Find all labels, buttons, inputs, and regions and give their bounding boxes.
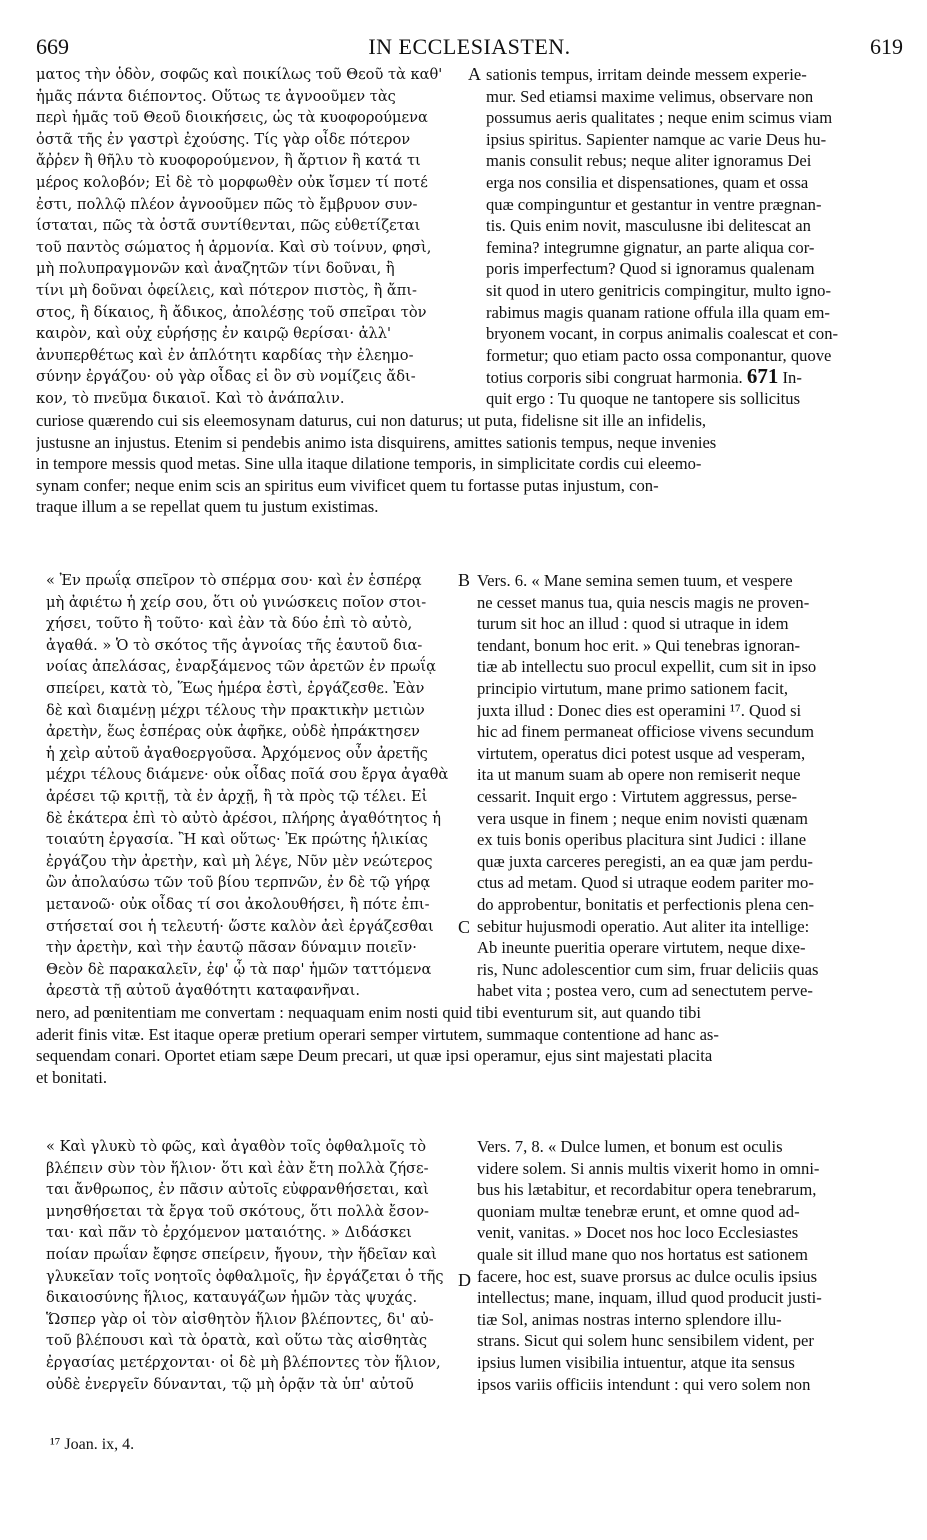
running-header (36, 34, 903, 60)
latin-line: cessarit. Inquit ergo : Virtutem aggressus, perse- (477, 786, 798, 806)
greek-line: ἐργάζου τὴν ἀρετὴν, καὶ μὴ λέγε, Νῦν μὲν νεώτερος (46, 852, 433, 870)
margin-marker-d: D (458, 1270, 471, 1290)
latin-line: strans. Sicut qui solem hunc sensibilem vident, per (477, 1331, 814, 1351)
latin-line: bus his lætabitur, et recordabitur opera tenebrarum, (477, 1180, 817, 1200)
margin-marker-c: C (458, 917, 471, 937)
latin-line: ita ut manum suam ab opere non remiserit neque (477, 765, 801, 785)
latin-line: ctus ad metam. Quod si utraque eodem pariter mo- (477, 873, 814, 893)
latin-line: tiæ ab intellectu suo procul expellit, cum sit in ipso (477, 657, 817, 677)
latin-line: quale sit illud mane quo nos hortatus est sationem (477, 1244, 808, 1264)
latin-line: juxta illud : Donec dies est operamini ¹⁷. Quod si (477, 700, 802, 720)
greek-line: σύνην ἐργάζου· οὐ γὰρ οἶδας εἰ ὃν σὺ νομίζεις ἄδι- (36, 368, 416, 386)
latin-column-3 (477, 1136, 896, 1395)
latin-line: ipsos variis officiis intendunt : qui vero solem non (477, 1374, 811, 1394)
latin-line: habet vita ; postea vero, cum ad senectutem perve- (477, 981, 813, 1001)
greek-line: ἄῤῥεν ἢ θῆλυ τὸ κυοφορούμενον, ἢ ἄρτιον ἢ κατά τι (36, 152, 421, 170)
latin-line-text: totius corporis sibi congruat harmonia. (486, 368, 743, 388)
greek-line: ἀνυπερθέτως καὶ ἐν ἁπλότητι καρδίας τὴν ἐλεημο- (36, 346, 414, 364)
latin-line: sationis tempus, irritam deinde messem experie- (486, 65, 807, 84)
latin-line: possumus aeris qualitates ; neque enim scimus viam (486, 108, 833, 128)
greek-line: ἡμᾶς πάντα διέποντος. Οὕτως τε ἀγνοοῦμεν τὰς (36, 87, 396, 105)
left-column-number: 669 (36, 34, 69, 59)
greek-line: τοιαύτη ἐργασία. Ἢ καὶ οὕτως· Ἐκ πρώτης ἡλικίας (46, 831, 428, 849)
greek-line: μνησθήσεται τὰ ἔργα τοῦ σκότους, ὅτι πολλὰ ἔσον- (46, 1202, 429, 1220)
greek-line: τὴν ἀρετὴν, καὶ τὴν ἑαυτῷ πᾶσαν δύναμιν ποιεῖν· (46, 939, 417, 957)
latin-column-2 (477, 570, 896, 1002)
latin-line-continuation: In- (782, 368, 802, 388)
latin-line: formetur; quo etiam pacto ossa componantur, quove (486, 345, 832, 365)
full-line: aderit finis vitæ. Est itaque operæ pretium operari semper virtutem, summaque contentione ad hanc as- (36, 1024, 719, 1044)
latin-line: tendant, bonum hoc erit. » Qui tenebras ignoran- (477, 635, 801, 655)
greek-line: « Καὶ γλυκὺ τὸ φῶς, καὶ ἀγαθὸν τοῖς ὀφθαλμοῖς τὸ (46, 1138, 427, 1155)
greek-line: μὴ ἀφιέτω ἡ χείρ σου, ὅτι οὐ γινώσκεις ποῖον στοι- (46, 593, 427, 611)
greek-line: ται ἄνθρωπος, ἐν πᾶσιν αὐτοῖς εὐφρανθήσεται, καὶ (46, 1181, 429, 1199)
greek-line: μετανοῶ· οὐκ οἶδας τί σοι ἀκολουθήσει, ἢ πότε ἐπι- (46, 895, 430, 913)
greek-column-3 (46, 1136, 466, 1395)
greek-line: « Ἐν πρωΐᾳ σπεῖρον τὸ σπέρμα σου· καὶ ἐν ἑσπέρᾳ (46, 572, 422, 589)
greek-line: στήσεταί σοι ἡ τελευτή· ὥστε καλὸν ἀεὶ ἐργάζεσθαι (46, 917, 434, 935)
latin-line: mur. Sed etiamsi maxime velimus, observare non (486, 86, 814, 106)
greek-line: ἀρεστὰ τῇ αὐτοῦ ἀγαθότητι καταφανῆναι. (46, 982, 361, 1000)
column-number-bold: 671 (746, 366, 779, 388)
latin-line: hic ad finem permaneat officiose vivens secundum (477, 722, 814, 742)
greek-line: περὶ ἡμᾶς τοῦ Θεοῦ διοικήσεις, ὡς τὰ κυοφορούμενα (36, 109, 428, 127)
greek-line: νοίας ἀπελάσας, ἐναρξάμενος τῶν ἀρετῶν ἐν πρωΐᾳ (46, 658, 436, 676)
greek-line: βλέπειν σὺν τὸν ἥλιον· ὅτι καὶ ἐὰν ἔτη πολλὰ ζήσε- (46, 1159, 429, 1177)
latin-line: do approbentur, bonitatis et perfectionis plena cen- (477, 894, 815, 914)
latin-line: ipsius lumen visibilia intuentur, atque ita sensus (477, 1352, 795, 1372)
latin-line: ne cesset manus tua, quia nescis magis ne proven- (477, 592, 810, 612)
greek-line: ποίαν πρωΐαν ἔφησε σπείρειν, ἤγουν, τὴν ἥδεῖαν καὶ (46, 1245, 437, 1263)
latin-line: venit, vanitas. » Docet nos hoc loco Ecclesiastes (477, 1223, 799, 1243)
full-width-latin-2 (36, 1002, 896, 1088)
greek-line: ἀρέσει τῷ κριτῇ, τὰ ἐν ἀρχῇ, ἢ τὰ πρὸς τῷ τέλει. Εἰ (46, 787, 428, 805)
full-width-latin-1 (36, 410, 896, 518)
latin-line: tiæ Sol, animas nostras interno splendore illu- (477, 1309, 782, 1329)
greek-line: μέρος κολοβόν; Εἰ δὲ τὸ μορφωθὲν οὐκ ἴσμεν τί ποτέ (36, 173, 428, 191)
greek-line: δὲ ἑκάτερα ἐπὶ τὸ αὐτὸ ἀρέσοι, πλήρης ἀγαθότητος ἡ (46, 809, 441, 827)
latin-line: sebitur hujusmodi operatio. Aut aliter ita intellige: (477, 916, 810, 936)
greek-line: ὢν ἀπολαύσω τῶν τοῦ βίου τερπνῶν, ἐν δὲ τῷ γήρᾳ (46, 874, 431, 892)
greek-line: οὐδὲ ἐνεργεῖν δύνανται, τῷ μὴ ὁρᾷν τὰ ὑπ' αὐτοῦ (46, 1375, 414, 1393)
page-title: IN ECCLESIASTEN. (368, 34, 571, 59)
greek-line: ἐργασίας μετέρχονται· οἱ δὲ μὴ βλέποντες τὸν ἥλιον, (46, 1353, 441, 1371)
greek-line: τίνι μὴ δοῦναι ὀφείλεις, καὶ πότερον πιστὸς, ἢ ἄπι- (36, 281, 417, 299)
greek-line: δικαιοσύνης ἥλιος, καταυγάζων ἡμῶν τὰς ψυχάς. (46, 1289, 418, 1307)
latin-line: manis consulit rebus; neque aliter ignoramus Dei (486, 151, 812, 171)
greek-line: τοῦ παντὸς σώματος ἡ ἁρμονία. Καὶ σὺ τοίνυν, φησὶ, (36, 238, 432, 256)
greek-line: ται· καὶ πᾶν τὸ ἐρχόμενον ματαιότης. » Διδάσκει (46, 1224, 412, 1242)
greek-line: ἐστι, πολλῷ πλέον ἀγνοοῦμεν πῶς τὸ ἔμβρυον συν- (36, 195, 418, 213)
latin-line: intellectus; mane, inquam, illud quod producit justi- (477, 1288, 822, 1308)
latin-line: poris imperfectum? Quod si ignoramus qualenam (486, 259, 815, 279)
full-line: in tempore messis quod metas. Sine ulla itaque dilatione temporis, in simplicitate cordis cui eleemo- (36, 454, 702, 474)
full-line: justusne an injustus. Etenim si pendebis animo ista disquirens, amittes sationis tempus, neque invenies (36, 432, 717, 452)
greek-line: μὴ πολυπραγμονῶν καὶ ἀναζητῶν τίνι δοῦναι, ἢ (36, 260, 395, 278)
latin-line: ipsius spiritus. Sapienter namque ac varie Deus hu- (486, 129, 827, 149)
greek-line: δὲ καὶ διαμένῃ μέχρι τέλους τὴν πρακτικὴν μετιὼν (46, 701, 425, 719)
greek-line: κον, τὸ πνεῦμα δικαιοῖ. Καὶ τὸ ἀνάπαλιν. (36, 389, 345, 407)
full-line: sequendam conari. Oportet etiam sæpe Deum precari, ut quæ ipsi operamur, ejus sint majestati placita (36, 1046, 713, 1066)
greek-column-1 (36, 64, 466, 410)
latin-line: erga nos consilia et dispensationes, quam et ossa (486, 172, 809, 192)
latin-line: Vers. 7, 8. « Dulce lumen, et bonum est oculis (477, 1137, 783, 1156)
greek-line: σπείρει, κατὰ τὸ, Ἕως ἡμέρα ἐστὶ, ἐργάζεσθε. Ἐὰν (46, 679, 425, 697)
full-line: nero, ad pœnitentiam me convertam : nequaquam enim nosti quid tibi eventurum sit, aut quando tibi (36, 1003, 701, 1022)
latin-line: Vers. 6. « Mane semina semen tuum, et vespere (477, 571, 793, 590)
greek-line: Ὥσπερ γὰρ οἱ τὸν αἰσθητὸν ἥλιον βλέποντες, δι' αὐ- (46, 1310, 434, 1328)
latin-line: ex tuis bonis operibus placitura sint Judici : illane (477, 830, 807, 850)
full-line: curiose quærendo cui sis eleemosynam daturus, cui non daturus; ut puta, fidelisne sit ille an infidelis, (36, 411, 707, 430)
footnote: ¹⁷ Joan. ix, 4. (50, 1436, 135, 1453)
latin-line: Ab ineunte pueritia operare virtutem, neque dixe- (477, 938, 806, 958)
greek-line: στος, ἢ δίκαιος, ἢ ἄδικος, ἀπολέσῃς τοῦ σπεῖραι τὸν (36, 303, 427, 321)
latin-line: femina? integrumne gignatur, an parte aliqua cor- (486, 237, 815, 257)
greek-line: καιρὸν, καὶ οὐχ εὑρήσῃς ἐν καιρῷ θερίσαι· ἀλλ' (36, 325, 391, 343)
greek-line: ματος τὴν ὁδὸν, σοφῶς καὶ ποικίλως τοῦ Θεοῦ τὰ καθ' (36, 66, 443, 83)
greek-line: γλυκεῖαν τοῖς νοητοῖς ὀφθαλμοῖς, ἣν ἐργάζεται ὁ τῆς (46, 1267, 444, 1285)
full-line: traque illum a se repellat quem tu justum existimas. (36, 497, 379, 517)
latin-line: facere, hoc est, suave prorsus ac dulce oculis ipsius (477, 1266, 818, 1286)
right-column-number: 619 (870, 34, 903, 59)
greek-line: ἀγαθά. » Ὁ τὸ σκότος τῆς ἀγνοίας τῆς ἑαυτοῦ δια- (46, 636, 423, 654)
greek-line: μέχρι τέλους διάμενε· οὐκ οἶδας ποῖά σου ἔργα ἀγαθὰ (46, 766, 449, 784)
latin-line: virtutem, operatus dici potest usque ad vesperam, (477, 743, 806, 763)
latin-line: quit ergo : Tu quoque ne tantopere sis sollicitus (486, 388, 801, 408)
latin-line: tis. Quis enim novit, masculusne ibi delitescat an (486, 216, 811, 236)
latin-line: quæ juxta carceres peregisti, an ea quæ jam perdu- (477, 851, 813, 871)
latin-line: quoniam multæ tenebræ erunt, et omne quod ad- (477, 1201, 800, 1221)
latin-line: principio virtutum, mane primo sationem facit, (477, 678, 789, 698)
greek-line: ὀστᾶ τῆς ἐν γαστρὶ ἐχούσης. Τίς γὰρ οἶδε πότερον (36, 130, 411, 148)
latin-line: ris, Nunc adolescentior cum sim, fruar deliciis quas (477, 959, 819, 979)
latin-line: rabimus magis quanam ratione offula illa quam em- (486, 302, 830, 322)
latin-line: bryonem vocant, in corpus animalis coalescat et con- (486, 324, 839, 344)
latin-column-1 (486, 64, 896, 410)
greek-line: Θεὸν δὲ παρακαλεῖν, ἐφ' ᾧ τὰ παρ' ἡμῶν ταττόμενα (46, 960, 432, 978)
full-line: synam confer; neque enim scis an spiritus eum vivificet quem tu fortasse putas injustum, con- (36, 475, 659, 495)
greek-line: ἀρετὴν, ἕως ἑσπέρας οὐκ ἀφῆκε, οὐδὲ ἠπράκτησεν (46, 723, 420, 741)
full-line: et bonitati. (36, 1067, 107, 1087)
latin-line: quæ compinguntur et gestantur in ventre prægnan- (486, 194, 822, 214)
greek-line: τοῦ βλέπουσι καὶ τὰ ὁρατὰ, καὶ οὕτω τὰς αἰσθητὰς (46, 1332, 428, 1350)
greek-line: ίσταται, πῶς τὰ ὀστᾶ συντίθενται, πῶς εὐθετίζεται (36, 217, 421, 235)
latin-line: vera usque in finem ; neque enim novisti quænam (477, 808, 808, 828)
greek-line: ἡ χεὶρ αὐτοῦ ἀγαθοεργοῦσα. Ἀρχόμενος οὖν ἀρετῆς (46, 744, 428, 762)
greek-column-2 (46, 570, 466, 1002)
latin-line: turum sit hoc an illud : quod si utraque in idem (477, 614, 789, 634)
margin-marker-b: B (458, 570, 471, 590)
latin-line (486, 366, 896, 388)
latin-line: videre solem. Si annis multis vixerit homo in omni- (477, 1158, 820, 1178)
greek-line: χήσει, τοῦτο ἢ τοῦτο· καὶ ἐὰν τὰ δύο ἐπὶ τὸ αὐτὸ, (46, 615, 413, 633)
latin-line: sit quod in utero genitricis compingitur, multo igno- (486, 280, 832, 300)
margin-marker-a: A (468, 64, 481, 84)
